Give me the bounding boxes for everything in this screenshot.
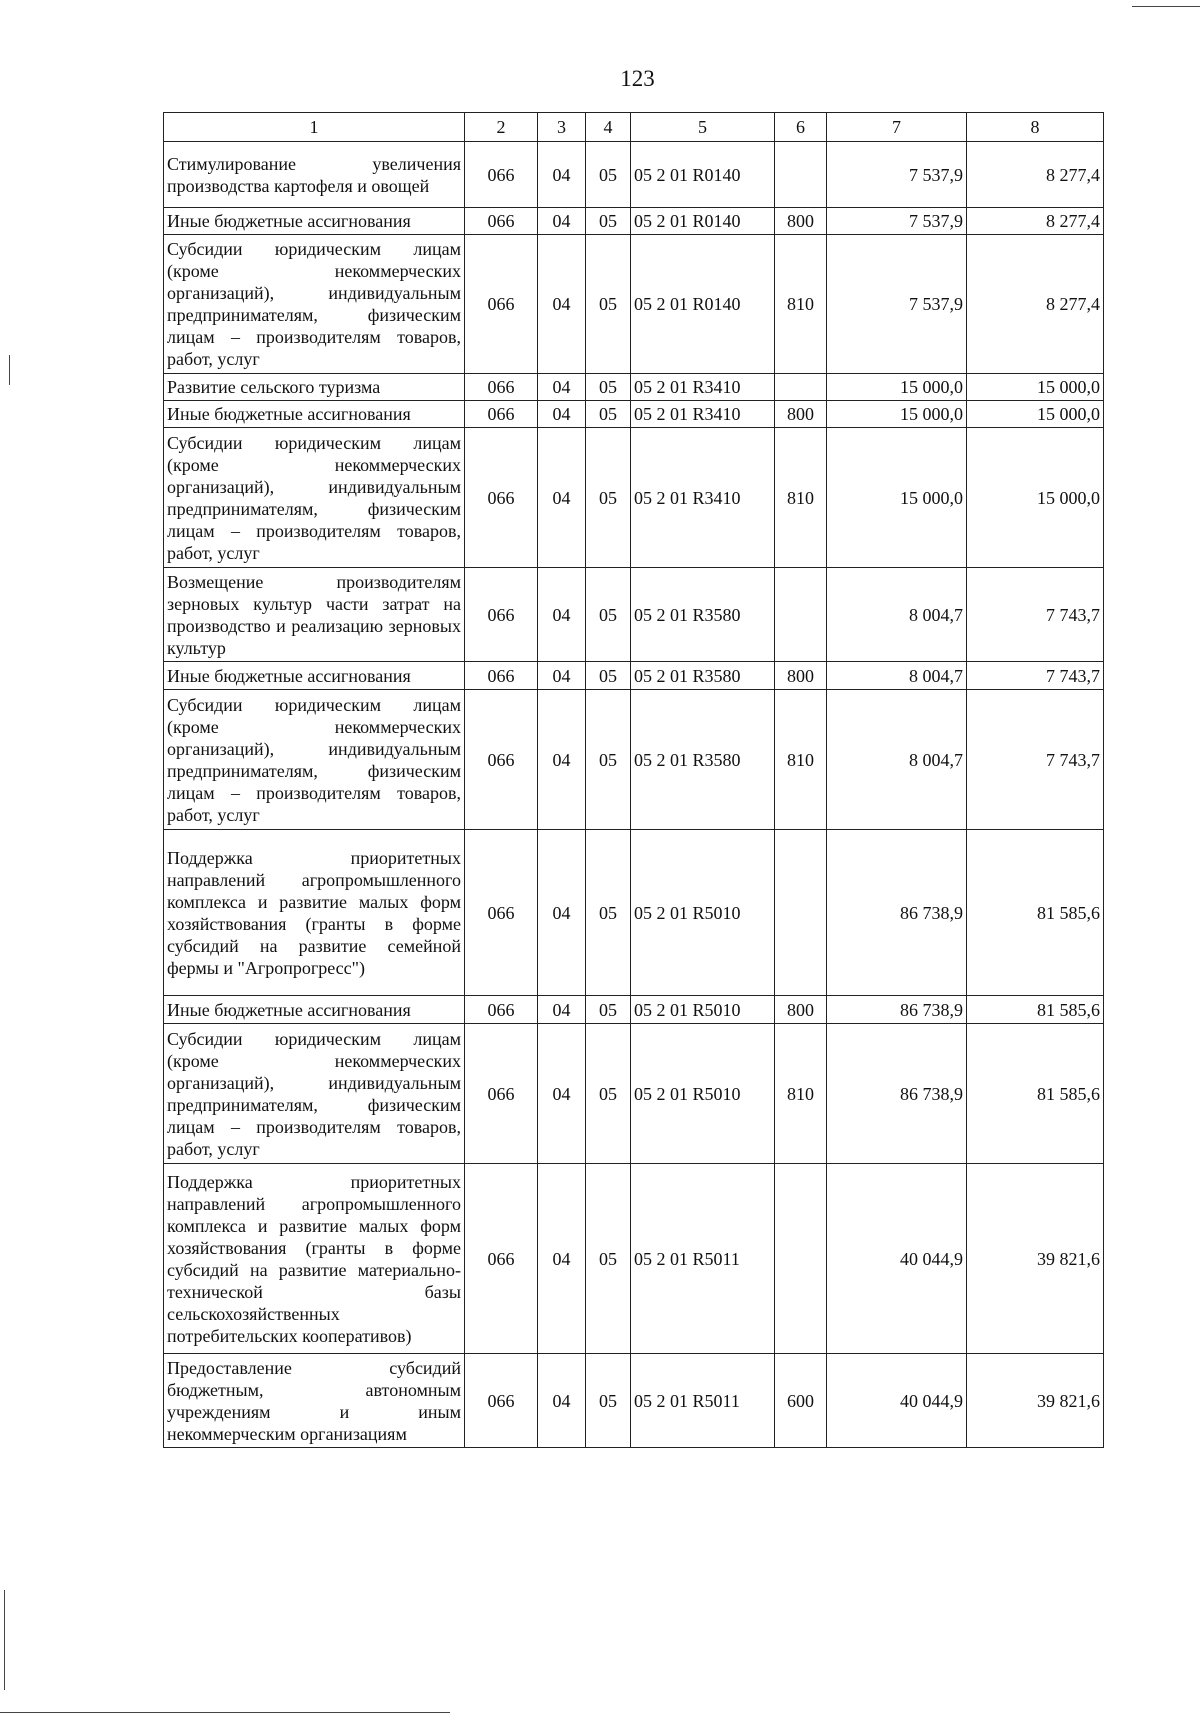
subsection-cell: 05 <box>586 830 631 996</box>
header-cell: 2 <box>465 113 538 142</box>
amount-col7-cell: 86 738,9 <box>827 830 967 996</box>
table-row <box>164 208 1104 235</box>
expense-type-cell: 800 <box>775 208 827 235</box>
amount-col7-cell: 7 537,9 <box>827 208 967 235</box>
amount-col8-cell: 81 585,6 <box>967 996 1104 1024</box>
amount-col8-cell: 81 585,6 <box>967 1024 1104 1164</box>
amount-col7-cell: 40 044,9 <box>827 1354 967 1448</box>
ministry-code-cell: 066 <box>465 401 538 428</box>
row-name-cell: Иные бюджетные ассигнования <box>164 662 465 690</box>
target-article-cell: 05 2 01 R0140 <box>631 142 775 208</box>
subsection-cell: 05 <box>586 690 631 830</box>
target-article-cell: 05 2 01 R3410 <box>631 374 775 401</box>
section-cell: 04 <box>538 662 586 690</box>
subsection-cell: 05 <box>586 235 631 374</box>
ministry-code-cell: 066 <box>465 1164 538 1354</box>
budget-table <box>163 112 1104 1448</box>
table-row <box>164 996 1104 1024</box>
subsection-cell: 05 <box>586 996 631 1024</box>
expense-type-cell: 810 <box>775 235 827 374</box>
row-name-cell: Иные бюджетные ассигнования <box>164 996 465 1024</box>
ministry-code-cell: 066 <box>465 1354 538 1448</box>
section-cell: 04 <box>538 428 586 568</box>
row-name-cell: Иные бюджетные ассигнования <box>164 401 465 428</box>
header-cell: 6 <box>775 113 827 142</box>
target-article-cell: 05 2 01 R5011 <box>631 1164 775 1354</box>
subsection-cell: 05 <box>586 662 631 690</box>
section-cell: 04 <box>538 830 586 996</box>
row-name-cell: Субсидии юридическим лицам (кроме некоммерческих организаций), индивидуальным предпринимателям, физическим лицам – производителям товаров, работ, услуг <box>164 690 465 830</box>
row-name-cell: Предоставление субсидий бюджетным, автономным учреждениям и иным некоммерческим организациям <box>164 1354 465 1448</box>
amount-col7-cell: 15 000,0 <box>827 401 967 428</box>
page-number: 123 <box>620 66 655 91</box>
row-name-cell: Стимулирование увеличения производства картофеля и овощей <box>164 142 465 208</box>
table-row <box>164 662 1104 690</box>
expense-type-cell <box>775 1164 827 1354</box>
amount-col7-cell: 86 738,9 <box>827 1024 967 1164</box>
section-cell: 04 <box>538 208 586 235</box>
target-article-cell: 05 2 01 R3580 <box>631 568 775 662</box>
amount-col8-cell: 7 743,7 <box>967 690 1104 830</box>
amount-col8-cell: 8 277,4 <box>967 142 1104 208</box>
ministry-code-cell: 066 <box>465 662 538 690</box>
expense-type-cell <box>775 830 827 996</box>
target-article-cell: 05 2 01 R3580 <box>631 662 775 690</box>
expense-type-cell: 800 <box>775 662 827 690</box>
target-article-cell: 05 2 01 R0140 <box>631 208 775 235</box>
table-row <box>164 1024 1104 1164</box>
section-cell: 04 <box>538 690 586 830</box>
target-article-cell: 05 2 01 R0140 <box>631 235 775 374</box>
subsection-cell: 05 <box>586 1164 631 1354</box>
row-name-cell: Иные бюджетные ассигнования <box>164 208 465 235</box>
subsection-cell: 05 <box>586 142 631 208</box>
table-row <box>164 1354 1104 1448</box>
row-name-cell: Поддержка приоритетных направлений агропромышленного комплекса и развитие малых форм хозяйствования (гранты в форме субсидий на развитие семейной фермы и "Агропрогресс") <box>164 830 465 996</box>
row-name-cell: Субсидии юридическим лицам (кроме некоммерческих организаций), индивидуальным предпринимателям, физическим лицам – производителям товаров, работ, услуг <box>164 428 465 568</box>
header-cell: 1 <box>164 113 465 142</box>
target-article-cell: 05 2 01 R5010 <box>631 1024 775 1164</box>
amount-col8-cell: 15 000,0 <box>967 428 1104 568</box>
table-row <box>164 568 1104 662</box>
expense-type-cell: 810 <box>775 690 827 830</box>
amount-col8-cell: 39 821,6 <box>967 1164 1104 1354</box>
amount-col8-cell: 8 277,4 <box>967 235 1104 374</box>
table-row <box>164 374 1104 401</box>
header-cell: 3 <box>538 113 586 142</box>
scan-edge-line <box>0 1712 450 1713</box>
ministry-code-cell: 066 <box>465 235 538 374</box>
expense-type-cell: 800 <box>775 996 827 1024</box>
target-article-cell: 05 2 01 R3410 <box>631 428 775 568</box>
target-article-cell: 05 2 01 R3410 <box>631 401 775 428</box>
target-article-cell: 05 2 01 R3580 <box>631 690 775 830</box>
ministry-code-cell: 066 <box>465 374 538 401</box>
amount-col8-cell: 15 000,0 <box>967 401 1104 428</box>
target-article-cell: 05 2 01 R5010 <box>631 830 775 996</box>
subsection-cell: 05 <box>586 1354 631 1448</box>
ministry-code-cell: 066 <box>465 568 538 662</box>
amount-col8-cell: 8 277,4 <box>967 208 1104 235</box>
amount-col7-cell: 8 004,7 <box>827 662 967 690</box>
table-row <box>164 690 1104 830</box>
header-row <box>164 113 1104 142</box>
amount-col7-cell: 15 000,0 <box>827 428 967 568</box>
subsection-cell: 05 <box>586 568 631 662</box>
subsection-cell: 05 <box>586 208 631 235</box>
amount-col7-cell: 8 004,7 <box>827 568 967 662</box>
scan-edge-line <box>4 1590 5 1690</box>
row-name-cell: Возмещение производителям зерновых культур части затрат на производство и реализацию зерновых культур <box>164 568 465 662</box>
ministry-code-cell: 066 <box>465 428 538 568</box>
row-name-cell: Развитие сельского туризма <box>164 374 465 401</box>
expense-type-cell <box>775 374 827 401</box>
amount-col8-cell: 7 743,7 <box>967 568 1104 662</box>
table-row <box>164 428 1104 568</box>
amount-col8-cell: 39 821,6 <box>967 1354 1104 1448</box>
expense-type-cell: 600 <box>775 1354 827 1448</box>
amount-col7-cell: 15 000,0 <box>827 374 967 401</box>
table-row <box>164 142 1104 208</box>
section-cell: 04 <box>538 1354 586 1448</box>
header-cell: 8 <box>967 113 1104 142</box>
amount-col8-cell: 7 743,7 <box>967 662 1104 690</box>
section-cell: 04 <box>538 235 586 374</box>
subsection-cell: 05 <box>586 428 631 568</box>
amount-col7-cell: 40 044,9 <box>827 1164 967 1354</box>
subsection-cell: 05 <box>586 401 631 428</box>
amount-col7-cell: 86 738,9 <box>827 996 967 1024</box>
section-cell: 04 <box>538 142 586 208</box>
ministry-code-cell: 066 <box>465 142 538 208</box>
header-cell: 7 <box>827 113 967 142</box>
section-cell: 04 <box>538 1164 586 1354</box>
scan-edge-line <box>9 355 10 385</box>
target-article-cell: 05 2 01 R5011 <box>631 1354 775 1448</box>
amount-col8-cell: 15 000,0 <box>967 374 1104 401</box>
row-name-cell: Поддержка приоритетных направлений агропромышленного комплекса и развитие малых форм хозяйствования (гранты в форме субсидий на развитие материально-технической базы сельскохозяйственных потребительских кооперативов) <box>164 1164 465 1354</box>
expense-type-cell: 810 <box>775 1024 827 1164</box>
amount-col7-cell: 8 004,7 <box>827 690 967 830</box>
ministry-code-cell: 066 <box>465 830 538 996</box>
table-row <box>164 401 1104 428</box>
expense-type-cell <box>775 142 827 208</box>
amount-col7-cell: 7 537,9 <box>827 235 967 374</box>
ministry-code-cell: 066 <box>465 690 538 830</box>
target-article-cell: 05 2 01 R5010 <box>631 996 775 1024</box>
ministry-code-cell: 066 <box>465 208 538 235</box>
expense-type-cell: 800 <box>775 401 827 428</box>
amount-col7-cell: 7 537,9 <box>827 142 967 208</box>
header-cell: 5 <box>631 113 775 142</box>
subsection-cell: 05 <box>586 374 631 401</box>
table-row <box>164 830 1104 996</box>
table-row <box>164 235 1104 374</box>
amount-col8-cell: 81 585,6 <box>967 830 1104 996</box>
ministry-code-cell: 066 <box>465 1024 538 1164</box>
section-cell: 04 <box>538 568 586 662</box>
row-name-cell: Субсидии юридическим лицам (кроме некоммерческих организаций), индивидуальным предпринимателям, физическим лицам – производителям товаров, работ, услуг <box>164 235 465 374</box>
header-cell: 4 <box>586 113 631 142</box>
table-row <box>164 1164 1104 1354</box>
section-cell: 04 <box>538 374 586 401</box>
ministry-code-cell: 066 <box>465 996 538 1024</box>
section-cell: 04 <box>538 401 586 428</box>
row-name-cell: Субсидии юридическим лицам (кроме некоммерческих организаций), индивидуальным предпринимателям, физическим лицам – производителям товаров, работ, услуг <box>164 1024 465 1164</box>
section-cell: 04 <box>538 1024 586 1164</box>
expense-type-cell <box>775 568 827 662</box>
scan-edge-line <box>1132 6 1200 7</box>
expense-type-cell: 810 <box>775 428 827 568</box>
subsection-cell: 05 <box>586 1024 631 1164</box>
section-cell: 04 <box>538 996 586 1024</box>
